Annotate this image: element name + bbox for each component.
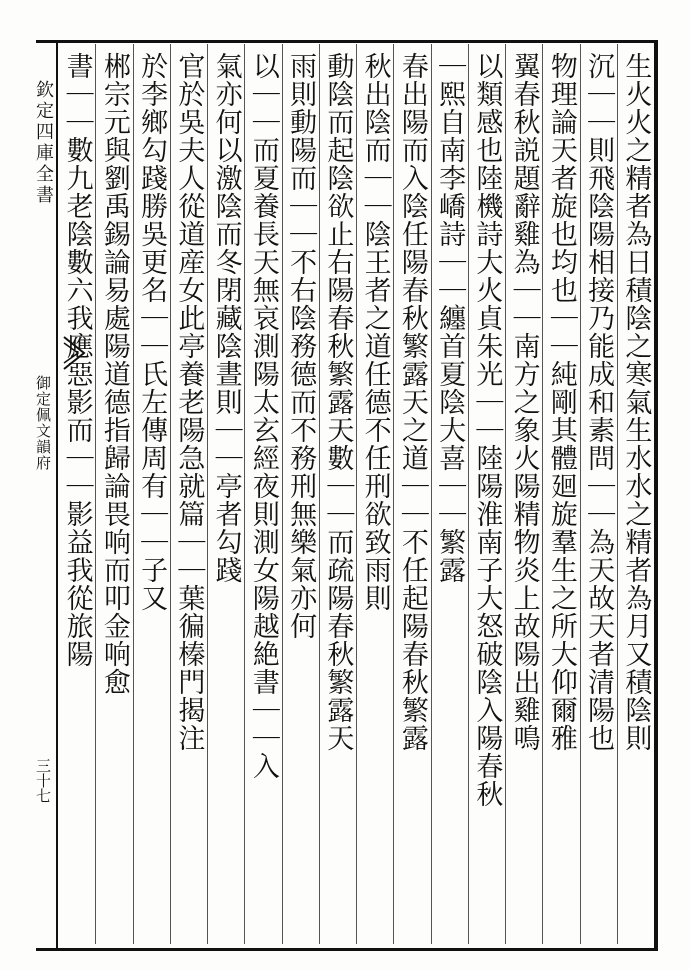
text-column [97, 52, 131, 942]
column-text: 氣亦何以激陰而冬閉藏陰晝則｜｜亭者勾踐 [210, 52, 242, 584]
book-title: 欽定四庫全書 [33, 80, 54, 206]
column-text: 雨則動陽而｜｜不右陰務德而不務刑無樂氣亦何 [285, 52, 317, 640]
column-text: 沉｜｜則飛陰陽相接乃能成和素問｜｜為天故天者清陽也 [583, 52, 615, 752]
column-rule [505, 44, 506, 944]
page-number: 三十七 [34, 758, 52, 803]
section-title: 御定佩文韻府 [34, 375, 52, 471]
column-rule [244, 44, 245, 944]
column-rule [580, 44, 581, 944]
column-text: 以類感也陸機詩大火貞朱光｜｜陸陽淮南子大怒破陰入陽春秋 [471, 52, 503, 808]
column-rule [282, 44, 283, 944]
column-rule [431, 44, 432, 944]
column-rule [617, 44, 618, 944]
column-text: 秋出陰而｜｜陰王者之道任德不任刑欲致雨則 [359, 52, 391, 612]
column-text: 以｜｜而夏養長天無哀測陽太玄經夜則測女陽越絶書｜｜入 [247, 52, 279, 780]
column-text: 物理論天者旋也均也｜｜純剛其體廻旋羣生之所大仰爾雅 [545, 52, 577, 752]
text-column [395, 52, 429, 942]
column-text: 郴宗元與劉禹錫論易處陽道德指歸論畏响而叩金响愈 [98, 52, 130, 696]
text-column [209, 52, 243, 942]
column-text: 生火火之精者為日積陰之寒氣生水水之精者為月又積陰則 [620, 52, 652, 752]
text-column [134, 52, 168, 942]
column-rule [319, 44, 320, 944]
text-column [544, 52, 578, 942]
column-text: 春出陽而入陰任陽春秋繁露天之道｜｜不任起陽春秋繁露 [396, 52, 428, 752]
column-rule [207, 44, 208, 944]
column-rule [542, 44, 543, 944]
text-column [581, 52, 615, 942]
text-column [618, 52, 652, 942]
column-rule [393, 44, 394, 944]
column-rule [170, 44, 171, 944]
page-margin [30, 40, 56, 948]
text-column [507, 52, 541, 942]
column-rule [133, 44, 134, 944]
text-column [171, 52, 205, 942]
column-text: 於李鄉勾踐勝吳更名｜｜氏左傳周有｜｜子又 [136, 52, 168, 612]
column-text: 動陰而起陰欲止右陽春秋繁露天數｜｜而疏陽春秋繁露天 [322, 52, 354, 752]
text-column [432, 52, 466, 942]
column-text: 翼春秋説題辭雞為｜｜南方之象火陽精物炎上故陽出雞鳴 [508, 52, 540, 752]
column-text: 官於吳夫人從道産女此亭養老陽急就篇｜｜葉徧榛門揭注 [173, 52, 205, 752]
text-column [358, 52, 392, 942]
text-column [246, 52, 280, 942]
column-rule [356, 44, 357, 944]
text-column [320, 52, 354, 942]
text-body [58, 44, 654, 944]
column-text: ｜熙自南李嶠詩｜｜纏首夏陰大喜｜｜繁露 [434, 52, 466, 584]
column-rule [95, 44, 96, 944]
column-text: 書｜｜數九老陰數六我應惡影而｜｜影益我從旅陽 [61, 52, 93, 668]
text-column [283, 52, 317, 942]
column-rule [468, 44, 469, 944]
text-column [469, 52, 503, 942]
text-column [60, 52, 94, 942]
